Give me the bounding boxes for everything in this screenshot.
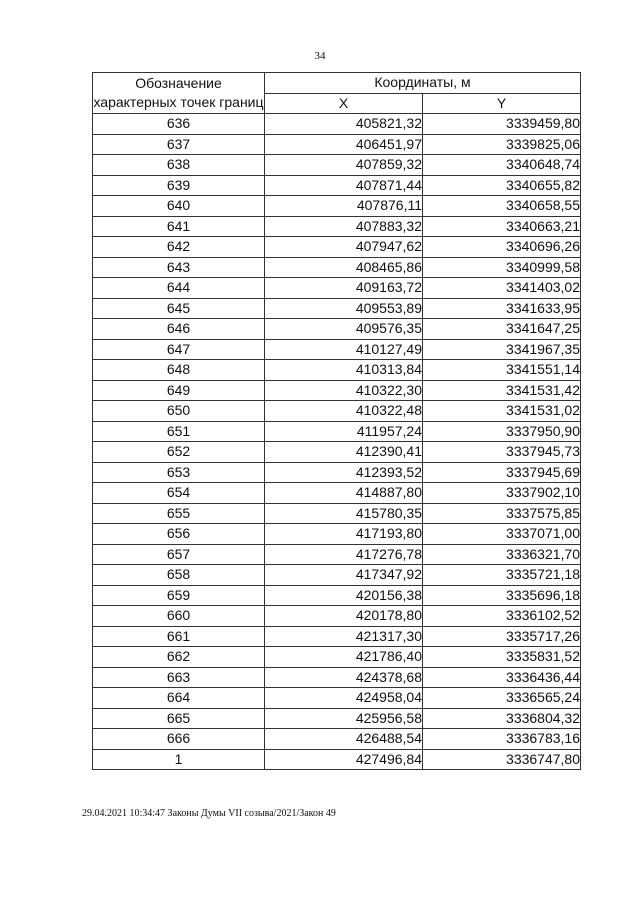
x-cell: 409163,72	[265, 278, 423, 299]
x-cell: 415780,35	[265, 503, 423, 524]
x-cell: 427496,84	[265, 749, 423, 770]
x-cell: 405821,32	[265, 114, 423, 135]
y-cell: 3340696,26	[423, 237, 581, 258]
y-cell: 3340655,82	[423, 175, 581, 196]
y-cell: 3339459,80	[423, 114, 581, 135]
point-cell: 663	[93, 667, 265, 688]
y-cell: 3341633,95	[423, 298, 581, 319]
y-cell: 3339825,06	[423, 134, 581, 155]
y-cell: 3337945,69	[423, 462, 581, 483]
y-cell: 3337945,73	[423, 442, 581, 463]
y-cell: 3336804,32	[423, 708, 581, 729]
point-cell: 659	[93, 585, 265, 606]
x-cell: 406451,97	[265, 134, 423, 155]
table-row	[93, 319, 581, 340]
point-cell: 636	[93, 114, 265, 135]
y-cell: 3341531,42	[423, 380, 581, 401]
y-column-header: Y	[423, 93, 581, 114]
y-cell: 3335696,18	[423, 585, 581, 606]
table-body	[93, 114, 581, 770]
x-cell: 407871,44	[265, 175, 423, 196]
x-cell: 426488,54	[265, 729, 423, 750]
point-cell: 651	[93, 421, 265, 442]
x-cell: 425956,58	[265, 708, 423, 729]
x-cell: 420156,38	[265, 585, 423, 606]
x-cell: 417276,78	[265, 544, 423, 565]
table-row	[93, 483, 581, 504]
y-cell: 3341403,02	[423, 278, 581, 299]
x-cell: 407859,32	[265, 155, 423, 176]
y-cell: 3335721,18	[423, 565, 581, 586]
table-row	[93, 708, 581, 729]
coordinates-header: Координаты, м	[265, 73, 581, 94]
table-row	[93, 462, 581, 483]
table-row	[93, 339, 581, 360]
x-cell: 412390,41	[265, 442, 423, 463]
y-cell: 3337902,10	[423, 483, 581, 504]
table-row	[93, 401, 581, 422]
point-cell: 664	[93, 688, 265, 709]
x-cell: 410313,84	[265, 360, 423, 381]
page-number: 34	[314, 50, 326, 62]
table-row	[93, 729, 581, 750]
table-row	[93, 257, 581, 278]
point-cell: 637	[93, 134, 265, 155]
table-row	[93, 647, 581, 668]
table-row	[93, 749, 581, 770]
x-cell: 417347,92	[265, 565, 423, 586]
y-cell: 3336783,16	[423, 729, 581, 750]
y-cell: 3336747,80	[423, 749, 581, 770]
point-cell: 652	[93, 442, 265, 463]
point-cell: 641	[93, 216, 265, 237]
x-cell: 407883,32	[265, 216, 423, 237]
table-row	[93, 606, 581, 627]
table-row	[93, 667, 581, 688]
x-cell: 411957,24	[265, 421, 423, 442]
point-cell: 657	[93, 544, 265, 565]
x-cell: 412393,52	[265, 462, 423, 483]
point-cell: 639	[93, 175, 265, 196]
table-row	[93, 503, 581, 524]
point-cell: 647	[93, 339, 265, 360]
x-cell: 414887,80	[265, 483, 423, 504]
point-cell: 640	[93, 196, 265, 217]
y-cell: 3335831,52	[423, 647, 581, 668]
table-row	[93, 237, 581, 258]
x-cell: 424958,04	[265, 688, 423, 709]
x-cell: 407947,62	[265, 237, 423, 258]
point-cell: 660	[93, 606, 265, 627]
coordinates-table	[92, 72, 581, 770]
point-cell: 648	[93, 360, 265, 381]
document-footer: 29.04.2021 10:34:47 Законы Думы VII созыва/2021/Закон 49	[82, 808, 336, 819]
table-row	[93, 298, 581, 319]
table-row	[93, 565, 581, 586]
y-cell: 3340648,74	[423, 155, 581, 176]
point-column-header: Обозначение характерных точек границ	[93, 73, 265, 114]
table-row	[93, 175, 581, 196]
table-row	[93, 626, 581, 647]
table-row	[93, 134, 581, 155]
y-cell: 3336102,52	[423, 606, 581, 627]
y-cell: 3337071,00	[423, 524, 581, 545]
point-cell: 650	[93, 401, 265, 422]
point-cell: 644	[93, 278, 265, 299]
table-row	[93, 278, 581, 299]
point-cell: 643	[93, 257, 265, 278]
y-cell: 3337575,85	[423, 503, 581, 524]
y-cell: 3336436,44	[423, 667, 581, 688]
x-cell: 410322,48	[265, 401, 423, 422]
y-cell: 3340663,21	[423, 216, 581, 237]
x-cell: 424378,68	[265, 667, 423, 688]
x-cell: 407876,11	[265, 196, 423, 217]
y-cell: 3341647,25	[423, 319, 581, 340]
x-cell: 420178,80	[265, 606, 423, 627]
table-row	[93, 544, 581, 565]
point-cell: 649	[93, 380, 265, 401]
y-cell: 3337950,90	[423, 421, 581, 442]
x-cell: 421786,40	[265, 647, 423, 668]
point-cell: 666	[93, 729, 265, 750]
y-cell: 3336565,24	[423, 688, 581, 709]
point-cell: 655	[93, 503, 265, 524]
table-row	[93, 421, 581, 442]
y-cell: 3336321,70	[423, 544, 581, 565]
point-cell: 638	[93, 155, 265, 176]
y-cell: 3341531,02	[423, 401, 581, 422]
table-row	[93, 688, 581, 709]
point-cell: 665	[93, 708, 265, 729]
point-cell: 653	[93, 462, 265, 483]
point-cell: 656	[93, 524, 265, 545]
point-cell: 646	[93, 319, 265, 340]
point-cell: 645	[93, 298, 265, 319]
table-row	[93, 216, 581, 237]
point-cell: 661	[93, 626, 265, 647]
table-row	[93, 196, 581, 217]
point-cell: 642	[93, 237, 265, 258]
table-row	[93, 155, 581, 176]
table-row	[93, 524, 581, 545]
point-cell: 658	[93, 565, 265, 586]
x-cell: 421317,30	[265, 626, 423, 647]
y-cell: 3335717,26	[423, 626, 581, 647]
point-cell: 1	[93, 749, 265, 770]
point-cell: 662	[93, 647, 265, 668]
x-cell: 410322,30	[265, 380, 423, 401]
y-cell: 3341967,35	[423, 339, 581, 360]
x-cell: 417193,80	[265, 524, 423, 545]
x-column-header: X	[265, 93, 423, 114]
table-row	[93, 442, 581, 463]
table-row	[93, 114, 581, 135]
y-cell: 3340999,58	[423, 257, 581, 278]
x-cell: 409576,35	[265, 319, 423, 340]
table-row	[93, 360, 581, 381]
x-cell: 409553,89	[265, 298, 423, 319]
y-cell: 3340658,55	[423, 196, 581, 217]
point-cell: 654	[93, 483, 265, 504]
x-cell: 410127,49	[265, 339, 423, 360]
y-cell: 3341551,14	[423, 360, 581, 381]
x-cell: 408465,86	[265, 257, 423, 278]
table-row	[93, 585, 581, 606]
table-row	[93, 380, 581, 401]
